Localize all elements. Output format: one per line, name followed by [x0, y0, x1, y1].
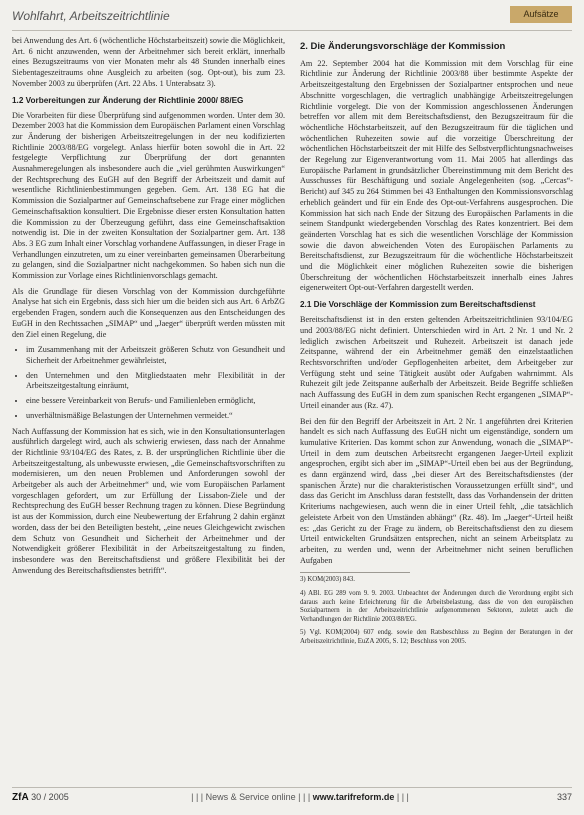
list-item: • im Zusammenhang mit der Arbeitszeit größeren Schutz von Gesundheit und Sicherheit der Arbeitnehmer gewährleistet, — [26, 345, 285, 366]
footnote-divider — [300, 572, 410, 573]
footnote: 3) KOM(2003) 843. — [300, 576, 355, 584]
section-badge: Aufsätze — [510, 6, 572, 23]
section-heading-2: 2. Die Änderungsvorschläge der Kommission — [300, 41, 506, 52]
left-column — [12, 36, 285, 581]
list-item: • unverhältnismäßige Belastungen der Unternehmen vermeidet.“ — [26, 411, 285, 422]
body-paragraph: Bei den für den Begriff der Arbeitszeit in Art. 2 Nr. 1 angeführten drei Kriterien handelt es sich nach Auffassung des EuGH nicht um eigenständige, sondern um kumulative Kriterien. Das kommt schon zur Anwendung, wonach die „SIMAP“-Urteil in dem zum deutschen Arbeitsrecht ergangenen Jaeger-Urteil explizit angesprochen, ergibt sich aber im „SIMAP“-Urteil eben bei aus der Begründung, es dann ergänzend wird, dass „bei dieser Art des Bereitschaftsdienstes (der spanischen Ärzte) nur die charakteristischen Voraussetzungen erfüllt sind“, und dass das Gericht im Anschluss daran feststellt, dass das Vorhandensein der dritten Kriteriums nachgewiesen, auch wenn die in einer Urteil fehlt, „die tatsächlich geleistete Arbeit von den Umständen abhängt“ (Rz. 48). Im „Jaeger“-Urteil heißt es: „das Gericht zu der Frage zu ändern, ob Bereitschaftsdienst den zu diesem Urteil entwickelten Grundsätzen entsprechen, nicht an seinem Arbeitsplatz zu arbeiten, zu werden und, wenn der Arbeitnehmer nicht seinen beruflichen Aufgaben — [300, 416, 573, 565]
page-number: 337 — [556, 792, 572, 802]
header-divider — [12, 30, 572, 31]
bullet-list — [12, 345, 285, 421]
body-paragraph: Nach Auffassung der Kommission hat es sich, wie in den Konsultationsunterlagen ausführlich dargelegt wird, auch als schwierig erwiesen, dass nach der Annahme der Richtlinie 93/104/EG des Rates, z. B. der ursprünglichen Richtlinie über die Arbeitszeitgestaltung, als unbewusste erwiesen, „die Gemeinschaftsvorschriften zu modernisieren, um den neuen Problemen und Anforderungen sowohl der Arbeitgeber als auch der Arbeitnehmer“ und, wie vom Europäischen Parlament vorgeschlagen gefordert, um zur Erfüllung der Lissabon-Ziele und der Rechtsprechung des EuGH besser Rechnung tragen zu können. Diese Begründung ist aus der Kommission, durch eine Neubewertung der Erfahrung 2 dahin ergänzt worden, dass der bei den Beteiligten besteht, „eine neues Gleichgewicht zwischen dem Schutz von Gesundheit und Sicherheit der Arbeitnehmer und der Notwendigkeit größerer Flexibilität in der Arbeitszeitgestaltung zu finden, insbesondere was den Bereitschaftsdienst und größere Flexibilität bei der Anwendung des Bereitschaftsdienstes betrifft“. — [12, 426, 285, 575]
footer-issue — [12, 792, 69, 803]
body-paragraph: Bereitschaftsdienst ist in den ersten geltenden Arbeitszeitrichtlinien 93/104/EG und 2003/88/EG nicht definiert. Unterschieden wird in Art. 2 Nr. 1 und Nr. 2 lediglich zwischen Arbeitszeit und Ruhezeit. Arbeitszeit ist danach jede Zeitspanne, während der ein Arbeitnehmer gemäß den einzelstaatlichen Rechtsvorschriften und/oder Gepflogenheiten arbeitet, dem Arbeitgeber zur Verfügung steht und seine Tätigkeit ausübt oder Aufgaben wahrnimmt. Als Ruhezeit gilt jede Zeitspanne außerhalb der Arbeitszeit. Beide Begriffe schließen nach Auffassung des EuGH in dem zum spanischen Recht ergangenen „SIMAP“-Urteil einander aus (Rz. 47). — [300, 315, 573, 410]
list-item: • den Unternehmen und den Mitgliedstaaten mehr Flexibilität in der Arbeitszeitgestaltung einräumt, — [26, 371, 285, 392]
right-column — [300, 36, 573, 652]
body-paragraph: Die Vorarbeiten für diese Überprüfung sind aufgenommen worden. Unter dem 30. Dezember 2003 hat die Kommission dem Europäischen Parlament einen Vorschlag zur Änderung der bisherigen Arbeitszeitregelungen in der neu kodifizierten Richtlinie 2003/88/EG vorgelegt. Anlass hierfür boten sowohl die in Art. 22 festgelegte Verpflichtung zur Überprüfung der dort genannten Ausnahmeregelungen als insbesondere auch die „viel gerühmten Auswirkungen“ der Rechtsprechung des EuGH auf den Begriff der Arbeitszeit und damit auf wesentliche Richtlinienbestimmungen gegeben. Gem. Art. 138 EG hat die Kommission die Sozialpartner auf Gemeinschaftsebene zur Frage einer möglichen Gemeinschaftsaktion konsultiert. Die Ergebnisse dieser ersten Konsultation hatten die Kommission zu der Überzeugung geführt, dass eine Gemeinschaftsaktion notwendig ist. Die in der zweiten Konsultation der Sozialpartner gem. Art. 138 Abs. 3 EG zum Inhalt einer Vorschlag vorhandene Auffassungen, in dieser Frage in Verhandlungen einzutreten, um zu einer vereinbarten gemeinsamen Überarbeitung zu gelangen, sind die Sozialpartner nicht nachgekommen. So haben sich nun die Kommission zur Vorlage eines Richtlinienvorschlags gemacht. — [12, 110, 285, 281]
section-heading-1-2: 1.2 Vorbereitungen zur Änderung der Richtlinie 2000/ 88/EG — [12, 95, 244, 105]
intro-paragraph: bei Anwendung des Art. 6 (wöchentliche Höchstarbeitszeit) sowie die Möglichkeit, Art. 6 nicht anzuwenden, wenn der Arbeitnehmer sich bereit erklärt, innerhalb eines Bezugszeitraums von vier Monaten mehr als 48 Stunden innerhalb eines Siebentageszeitraums ohne Ausgleich zu arbeiten (sog. Opt-out), bis zum 23. November 2003 zu überprüfen (Art. 22 Abs. 1 Unterabsatz 3). — [12, 36, 285, 88]
body-paragraph: Am 22. September 2004 hat die Kommission mit dem Vorschlag für eine Richtlinie zur Änderung der Richtlinie 2003/88 über bestimmte Aspekte der Arbeitszeitgestaltung den Ergebnissen der Sozialpartner entsprochen und neue Abschnitte vorgeschlagen, die vertraglich unabhängige Arbeitszeitregelungen Richtlinie vorgelegt. Die von der Kommission angeschlossenen Änderungen betreffen vor allem mit dem Bereitschaftsdienst, den Bezugszeitraum für die wöchentliche Höchstarbeitszeit, auf den Bezugszeitraum für die täglichen und wöchentlichen Ruhezeiten sowie auf die vorzeitige Überschreitung der wöchentlichen Höchstarbeitszeit der mit Hilfe des Selbstverpflichtungsnachweises der Regelung zur Eigenverantwortung vom 11. Mai 2005 hat allerdings das Europäische Parlament in grundsätzlicher Übereinstimmung mit dem Bericht des Ausschusses für Beschäftigung und soziale Angelegenheiten (sog. „Cercas“-Bericht) auf 345 zu 264 Stimmen bei 43 Enthaltungen den Kommissionsvorschlag erheblich geändert und für ein Ende des Opt-out-Verfahrens ausgesprochen. Die Kommission hat sich nach Ende der Sitzung des Europäischen Parlaments in die seinem Standpunkt wiedergebenden Vorschlag des Rates konzentriert. Bei dem geänderten Vorschlag hat es sich die wesentlichen Vorschläge der Kommission sowie die davon abweichenden Voten des Europäischen Parlaments zu Bereitschaftsdienst, zur Bezugszeitraum für die wöchentliche Höchstarbeitszeit und die Möglichkeit einer möglichen Ruhezeiten sowie die bisherigen Überschreitung der wöchentlichen Höchstarbeitszeit innerhalb eines Jahres eigenerweitert Opt-out-Verfahren dargestellt werden. — [300, 58, 573, 293]
list-item: • eine bessere Vereinbarkeit von Berufs- und Familienleben ermöglicht, — [26, 396, 285, 407]
footnote: 5) Vgl. KOM(2004) 607 endg. sowie den Ratsbeschluss zu Beginn der Beratungen in der Arbeitszeitrichtlinie, EuZA 2005, S. 12; Beschluss von 2005. — [300, 629, 573, 645]
footer-service-tail: | | | — [394, 792, 409, 802]
body-paragraph: Als die Grundlage für diesen Vorschlag von der Kommission durchgeführte Analyse hat sich ein Ergebnis, dass sich hier um die beiden sich aus Art. 6 ArbZG ergebenden Fragen, sondern auch die Konsequenzen aus den Entscheidungen des EuGH in den Rechtssachen „SIMAP“ und „Jaeger“ überprüft werden müssten mit den Ziel einen Regelung, die — [12, 286, 285, 339]
section-heading-2-1: 2.1 Die Vorschläge der Kommission zum Bereitschaftsdienst — [300, 300, 536, 310]
footer-service-label: | | | News & Service online | | | — [191, 792, 313, 802]
footnote: 4) ABl. EG 289 vom 9. 9. 2003. Unbeachtet der Änderungen durch die Verordnung ergibt sich daraus auch keine Erleichterung für die Arbeitsbelastung, dass die von den europäischen Sozialpartnern in der Arbeitszeitrichtlinie aufgenommenen Sektoren, zuletzt auch die Verhandlungen der Richtlinie 2003/88/EG. — [300, 589, 573, 623]
website-link[interactable]: www.tarifreform.de — [312, 792, 395, 802]
footer-service — [160, 792, 440, 802]
issue-number: 30 / 2005 — [28, 792, 69, 802]
journal-abbrev: ZfA — [12, 792, 29, 803]
footer-divider — [12, 787, 572, 788]
running-header-title: Wohlfahrt, Arbeitszeitrichtlinie — [12, 9, 170, 23]
